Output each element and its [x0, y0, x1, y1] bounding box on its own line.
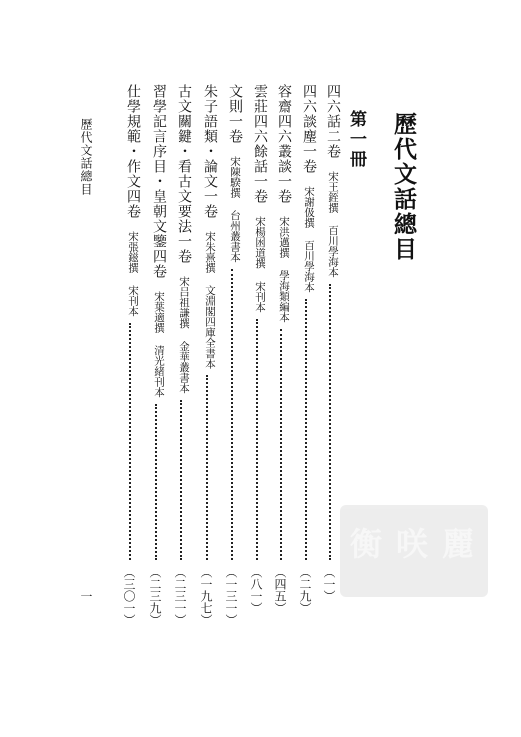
dot-leader [155, 404, 157, 560]
entry-edition: 百川學海本 [303, 240, 315, 293]
entry-author: 宋謝伋撰 [303, 186, 315, 228]
entry-title: 四六話二卷 [325, 84, 341, 159]
entry-title: 古文關鍵・看古文要法一卷 [176, 84, 192, 264]
dot-leader [231, 269, 233, 560]
entry-edition: 宋刊本 [127, 285, 139, 317]
entry-author: 宋張鎡撰 [127, 231, 139, 273]
seal-watermark [340, 505, 488, 597]
dot-leader [129, 323, 131, 560]
entry-title: 容齋四六叢談一卷 [276, 84, 292, 204]
entry-page-ref: （四五） [273, 566, 287, 614]
seal-glyph: 麗 [442, 525, 475, 563]
entry-author: 宋王銍撰 [327, 171, 339, 213]
entry-title: 文則一卷 [227, 84, 243, 144]
entry-page-ref: （一三一） [224, 566, 238, 626]
volume-heading: 第一冊 [346, 110, 366, 170]
entry-page-ref: （一） [322, 566, 336, 602]
entry-title: 雲莊四六餘話一卷 [252, 84, 268, 204]
dot-leader [305, 299, 307, 560]
entry-edition: 宋刊本 [254, 280, 266, 312]
seal-glyph: 衡 [350, 525, 383, 563]
entry-edition: 清光緒刊本 [153, 345, 165, 398]
entry-page-ref: （八一） [249, 566, 263, 614]
entry-edition: 百川學海本 [327, 225, 339, 278]
book-title: 歷代文話總目 [390, 112, 417, 262]
entry-page-ref: （二三九） [148, 566, 162, 626]
dot-leader [280, 329, 282, 560]
dot-leader [206, 375, 208, 560]
page-number: 一 [79, 590, 93, 602]
entry-author: 宋朱熹撰 [204, 231, 216, 273]
entry-author: 宋吕祖謙撰 [178, 276, 190, 329]
seal-glyph: 咲 [396, 525, 429, 563]
entry-page-ref: （一九七） [199, 566, 213, 626]
entry-title: 四六談麈一卷 [301, 84, 317, 174]
entry-edition: 文淵閣四庫全書本 [204, 285, 216, 369]
entry-page-ref: （三〇一） [122, 566, 136, 626]
dot-leader [329, 284, 331, 560]
entry-title: 仕學規範・作文四卷 [125, 84, 141, 219]
entry-title: 習學記言序目・皇朝文鑒四卷 [151, 84, 167, 279]
entry-author: 宋陳騤撰 [229, 156, 241, 198]
entry-page-ref: （二三一） [173, 566, 187, 626]
dot-leader [180, 400, 182, 560]
entry-edition: 台州叢書本 [229, 210, 241, 263]
toc-entry[interactable] [113, 84, 139, 624]
entry-title: 朱子語類・論文一卷 [202, 84, 218, 219]
entry-author: 宋葉適撰 [153, 291, 165, 333]
running-head: 歷代文話總目 [79, 118, 93, 196]
entry-page-ref: （二九） [298, 566, 312, 614]
entry-author: 宋洪邁撰 [278, 216, 290, 258]
entry-edition: 學海類編本 [278, 270, 290, 323]
entry-edition: 金華叢書本 [178, 340, 190, 393]
entry-author: 宋楊囦道撰 [254, 216, 266, 269]
dot-leader [256, 319, 258, 560]
